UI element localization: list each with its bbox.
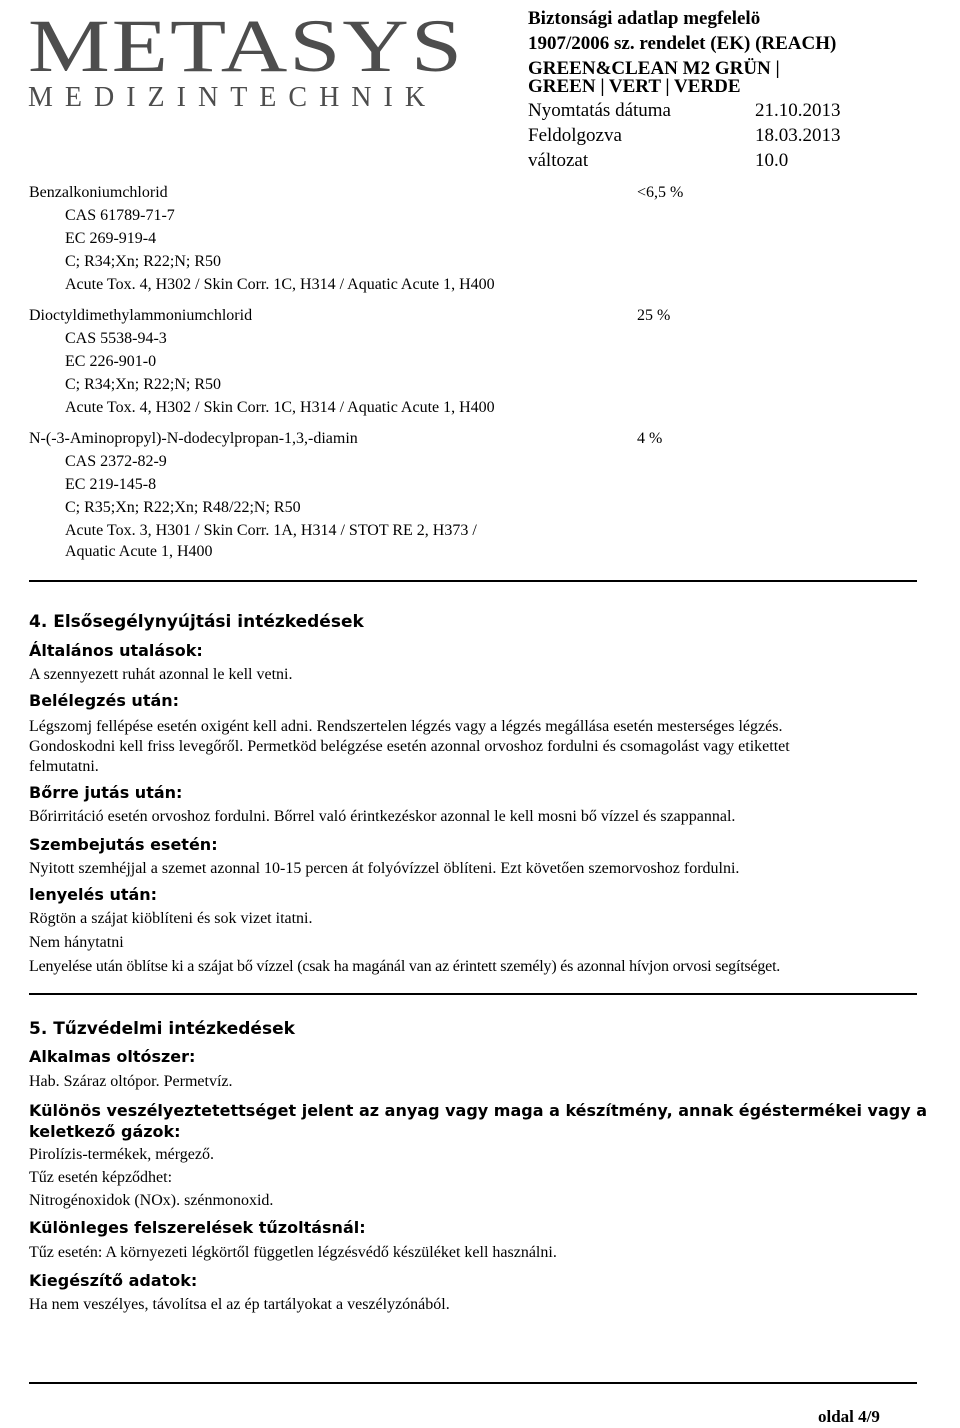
- ingredient-clp: Acute Tox. 3, H301 / Skin Corr. 1A, H314 / STOT RE 2, H373 /: [65, 522, 477, 539]
- section-divider: [29, 993, 917, 995]
- ingredient-percentage: <6,5 %: [637, 184, 684, 201]
- version-value: 10.0: [755, 150, 789, 171]
- inhalation-text-line3: felmutatni.: [29, 758, 99, 775]
- special-hazards-heading-line2: keletkező gázok:: [29, 1122, 181, 1141]
- header-title-line2: 1907/2006 sz. rendelet (EK) (REACH): [528, 33, 837, 54]
- header-title-line1: Biztonsági adatlap megfelelö: [528, 8, 761, 29]
- ingredient-name: Dioctyldimethylammoniumchlorid: [29, 307, 253, 324]
- ingredient-classification: C; R34;Xn; R22;N; R50: [65, 253, 222, 270]
- skin-contact-text: Bőrirritáció esetén orvoshoz fordulni. Bőrrel való érintkezéskor azonnal le kell mosni bő vízzel és szappannal.: [29, 808, 736, 825]
- ingredient-cas: CAS 5538-94-3: [65, 330, 167, 347]
- ingredient-classification: C; R35;Xn; R22;Xn; R48/22;N; R50: [65, 499, 301, 516]
- header-product-line2: GREEN | VERT | VERDE: [528, 76, 741, 97]
- version-label: változat: [528, 150, 589, 171]
- additional-info-heading: Kiegészítő adatok:: [29, 1271, 198, 1290]
- ingestion-text-line1: Rögtön a szájat kiöblíteni és sok vizet itatni.: [29, 910, 313, 927]
- ingestion-heading: lenyelés után:: [29, 885, 158, 904]
- additional-info-text: Ha nem veszélyes, távolítsa el az ép tartályokat a veszélyzónából.: [29, 1296, 450, 1313]
- eye-contact-heading: Szembejutás esetén:: [29, 835, 218, 854]
- ingredient-classification: C; R34;Xn; R22;N; R50: [65, 376, 222, 393]
- ingredient-ec: EC 226-901-0: [65, 353, 157, 370]
- ingestion-text-line3: Lenyelése után öblítse ki a szájat bő vízzel (csak ha magánál van az érintett személy) és azonnal hívjon orvosi segítséget.: [29, 958, 781, 975]
- section-4-title: 4. Elsősegélynyújtási intézkedések: [29, 612, 364, 632]
- section-5-title: 5. Tűzvédelmi intézkedések: [29, 1019, 295, 1039]
- ingredient-percentage: 25 %: [637, 307, 671, 324]
- eye-contact-text: Nyitott szemhéjjal a szemet azonnal 10-15 percen át folyóvízzel öblíteni. Ezt követően szemorvoshoz fordulni.: [29, 860, 740, 877]
- page-footer-rule: [29, 1382, 917, 1384]
- inhalation-text-line1: Légszomj fellépése esetén oxigént kell adni. Rendszertelen légzés vagy a légzés megállása esetén mesterséges légzés.: [29, 718, 783, 735]
- ingredient-cas: CAS 61789-71-7: [65, 207, 175, 224]
- skin-contact-heading: Bőrre jutás után:: [29, 783, 183, 802]
- page-number: oldal 4/9: [818, 1407, 880, 1426]
- ingredient-name: Benzalkoniumchlorid: [29, 184, 168, 201]
- edit-date-label: Feldolgozva: [528, 125, 622, 146]
- ingestion-text-line2: Nem hánytatni: [29, 934, 124, 951]
- firefighter-equipment-heading: Különleges felszerelések tűzoltásnál:: [29, 1218, 366, 1237]
- extinguishing-media-heading: Alkalmas oltószer:: [29, 1047, 196, 1066]
- company-logo-subtitle: MEDIZINTECHNIK: [28, 82, 438, 113]
- edit-date-value: 18.03.2013: [755, 125, 841, 146]
- section-divider: [29, 580, 917, 582]
- print-date-value: 21.10.2013: [755, 100, 841, 121]
- general-advice-text: A szennyezett ruhát azonnal le kell vetni.: [29, 666, 293, 683]
- ingredient-clp-continued: Aquatic Acute 1, H400: [65, 543, 213, 560]
- inhalation-text-line2: Gondoskodni kell friss levegőről. Permetköd belégzése esetén azonnal orvoshoz fordulni és csomagolást vagy etikettet: [29, 738, 790, 755]
- ingredient-cas: CAS 2372-82-9: [65, 453, 167, 470]
- ingredient-clp: Acute Tox. 4, H302 / Skin Corr. 1C, H314 / Aquatic Acute 1, H400: [65, 276, 495, 293]
- inhalation-heading: Belélegzés után:: [29, 691, 180, 710]
- ingredient-name: N-(-3-Aminopropyl)-N-dodecylpropan-1,3,-diamin: [29, 430, 358, 447]
- firefighter-equipment-text: Tűz esetén: A környezeti légkörtől független légzésvédő készüléket kell használni.: [29, 1244, 557, 1261]
- special-hazards-text-line3: Nitrogénoxidok (NOx). szénmonoxid.: [29, 1192, 274, 1209]
- ingredient-ec: EC 269-919-4: [65, 230, 157, 247]
- special-hazards-text-line2: Tűz esetén képződhet:: [29, 1169, 173, 1186]
- print-date-label: Nyomtatás dátuma: [528, 100, 671, 121]
- ingredient-clp: Acute Tox. 4, H302 / Skin Corr. 1C, H314 / Aquatic Acute 1, H400: [65, 399, 495, 416]
- general-advice-heading: Általános utalások:: [29, 641, 203, 660]
- header-product-line1: GREEN&CLEAN M2 GRÜN |: [528, 58, 780, 79]
- ingredient-ec: EC 219-145-8: [65, 476, 157, 493]
- extinguishing-media-text: Hab. Száraz oltópor. Permetvíz.: [29, 1073, 233, 1090]
- special-hazards-heading-line1: Különös veszélyeztetettséget jelent az anyag vagy maga a készítmény, annak égéstermékei vagy a: [29, 1101, 927, 1120]
- special-hazards-text-line1: Pirolízis-termékek, mérgező.: [29, 1146, 214, 1163]
- company-logo-wordmark: METASYS: [28, 3, 465, 88]
- ingredient-percentage: 4 %: [637, 430, 663, 447]
